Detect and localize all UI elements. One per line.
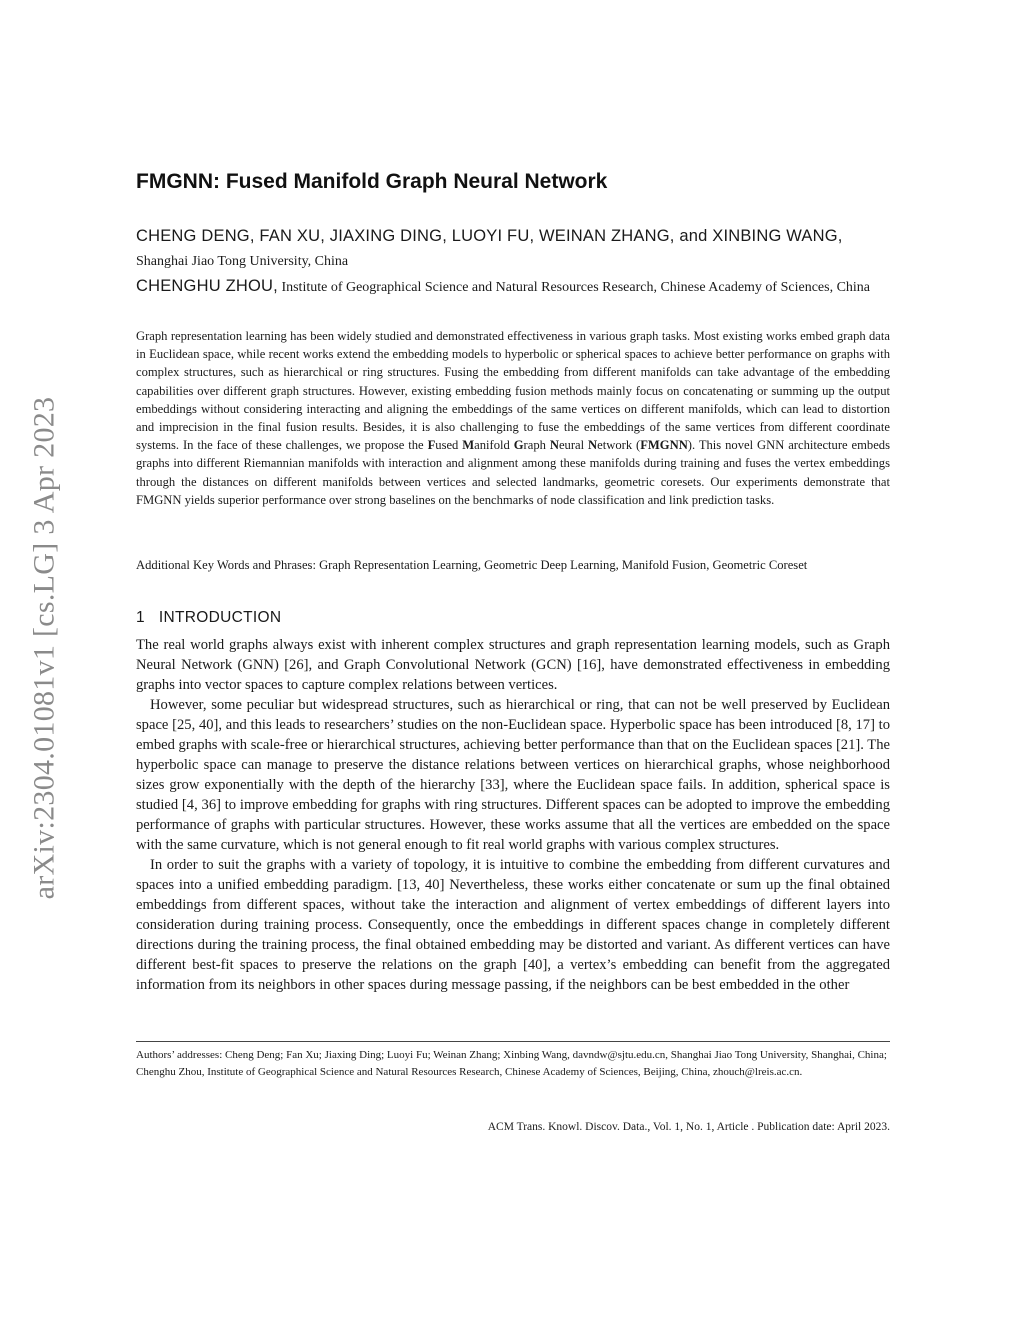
acronym-letter: G [513,438,524,453]
body-paragraph-2: However, some peculiar but widespread structures, such as hierarchical or ring, that can not be well preserved by Euclidean space [25, 40], and this leads to researchers’ studies on the non-Euclidean space. Hyperbolic space has been introduced [8, 17] to embed graphs with scale-free or hierarchical structures, achieving better performance than that on the Euclidean spaces [21]. The hyperbolic space can manage to preserve the distance relations between vertices on hierarchical graphs, whose neighborhood sizes grow exponentially with the depth of the hierarchy [33], where the Euclidean space fails. In addition, spherical space is studied [4, 36] to improve embedding for graphs with ring structures. Different spaces can be adopted to improve the embedding performance of graphs with particular structures. However, these works assume that all the vertices are embedded on the space with the same curvature, which is not general enough to fit real world graphs with various complex structures. [136,697,890,853]
author-block [136,224,890,300]
section-title: INTRODUCTION [158,609,282,626]
acronym-letter: F [427,438,436,453]
acronym-letter: M [462,438,475,453]
body-paragraph-1: The real world graphs always exist with inherent complex structures and graph representation learning models, such as Graph Neural Network (GNN) [26], and Graph Convolutional Network (GCN) [16], have demonstrated effectiveness in embedding graphs into vector spaces to capture complex relations between vertices. [136,637,890,693]
body-paragraph-3: In order to suit the graphs with a variety of topology, it is intuitive to combine the embedding from different curvatures and spaces into a unified embedding paradigm. [13, 40] Nevertheless, these works either concatenate or sum up the final obtained embeddings from different spaces, without take the interaction and alignment of vertex embeddings of different layers into consideration during training process. Consequently, once the embeddings in different spaces change in completely different directions during the training process, the final obtained embedding may be distorted and variant. As different vertices can have different best-fit spaces to preserve the relations on the graph [40], a vertex’s embedding can benefit from the aggregated information from its neighbors in other spaces during message passing, if the neighbors can be best embedded in the other [136,857,890,993]
author-affiliation: Shanghai Jiao Tong University, China [136,254,349,269]
author-names: CHENG DENG, FAN XU, JIAXING DING, LUOYI FU, WEINAN ZHANG, and XINBING WANG, [136,227,843,245]
section-heading [136,609,281,627]
introduction-body [136,635,890,995]
acronym-word: etwork ( [597,438,641,453]
second-author-name: CHENGHU ZHOU, [136,277,278,295]
abstract-text-part1: Graph representation learning has been widely studied and demonstrated effectiveness in various graph tasks. Most existing works embed graph data in Euclidean space, while recent works extend the embedding models to hyperbolic or spherical spaces to achieve better performance on graphs with complex structures, such as hierarchical or ring structures. Fusing the embedding from different manifolds can take advantage of the embedding capabilities over different graph structures. However, existing embedding fusion methods mainly focus on concatenating or summing up the output embeddings without considering interacting and aligning the embeddings of the same vertices on different manifolds, which can lead to distortion and imprecision in the final fusion results. Besides, it is also challenging to fuse the embeddings of the same vertices from different coordinate systems. In the face of these challenges, we propose the [136,329,890,453]
acronym-letter: N [588,438,598,453]
acronym-letter: N [549,438,559,453]
keywords: Additional Key Words and Phrases: Graph Representation Learning, Geometric Deep Learning, Manifold Fusion, Geometric Coreset [136,558,808,572]
paper-title: FMGNN: Fused Manifold Graph Neural Network [136,170,608,193]
abstract [136,327,890,509]
authors-addresses-footnote: Authors’ addresses: Cheng Deng; Fan Xu; Jiaxing Ding; Luoyi Fu; Weinan Zhang; Xinbing Wang, davndw@sjtu.edu.cn, Shanghai Jiao Tong University, Shanghai, China; Chenghu Zhou, Institute of Geographical Science and Natural Resources Research, Chinese Academy of Sciences, Beijing, China, zhouch@lreis.ac.cn. [136,1049,887,1078]
arxiv-sidebar [22,365,66,930]
journal-footer: ACM Trans. Knowl. Discov. Data., Vol. 1, No. 1, Article . Publication date: April 2023. [487,1121,890,1133]
section-number: 1 [136,609,145,626]
arxiv-identifier: arXiv:2304.01081v1 [cs.LG] 3 Apr 2023 [27,396,61,899]
acronym-word: anifold [474,438,514,453]
abstract-text-part2: ). This novel GNN architecture embeds graphs into different Riemannian manifolds with interaction and alignment among these manifolds during training and fuses the vertex embeddings through the distances on different manifolds between vertices and selected landmarks, geometric coresets. Our experiments demonstrate that FMGNN yields superior performance over strong baselines on the benchmarks of node classification and link prediction tasks. [136,438,890,507]
acronym-bold: FMGNN [640,438,688,453]
acronym-word: eural [558,438,589,453]
second-author-affiliation: Institute of Geographical Science and Natural Resources Research, Chinese Academy of Sciences, China [277,280,871,295]
acronym-word: raph [523,438,550,453]
acronym-word: used [435,438,463,453]
footnote-rule [136,1041,890,1042]
